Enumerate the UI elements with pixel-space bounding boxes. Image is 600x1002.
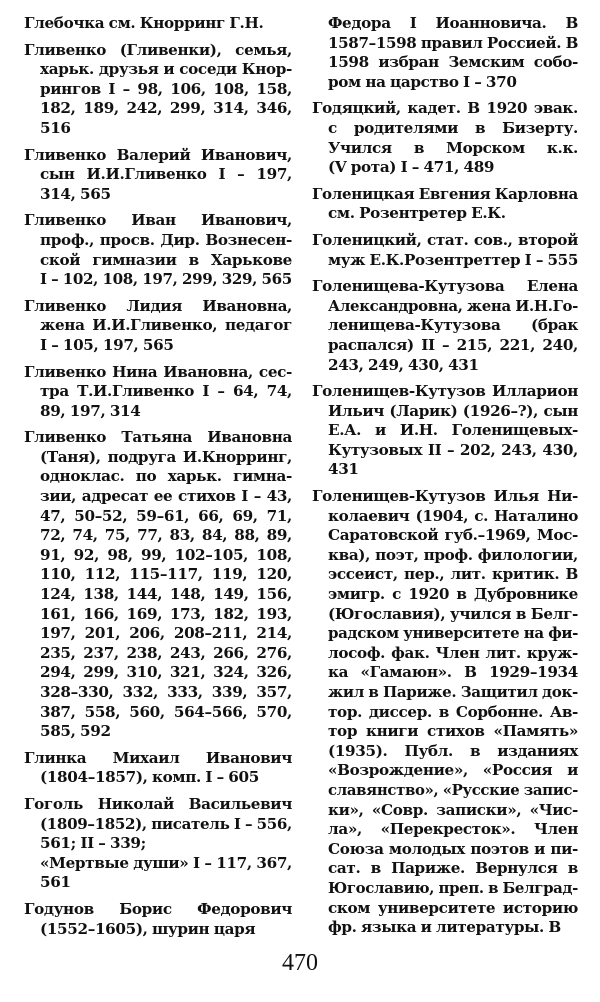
entry-text-line: ла», «Перекресток». Член [328,820,578,839]
entry-headword-line: Гливенко Иван Иванович, [24,211,292,230]
entry-text-line: (1804–1857), комп. I – 605 [40,768,259,787]
entry-headword-line: Глинка Михаил Иванович [24,748,292,767]
index-entry [312,277,578,375]
entry-text-line: фр. языка и литературы. В [328,918,561,937]
entry-text-line: 294, 299, 310, 321, 324, 326, [40,663,292,682]
entry-text-line: 89, 197, 314 [40,401,141,420]
entry-text-line: зии, адресат ее стихов I – 43, [40,487,292,506]
entry-headword-line: Гоголь Николай Васильевич [24,794,292,813]
entry-text-line: сын И.И.Гливенко I – 197, [40,165,292,184]
entry-text-line: Ильич (Ларик) (1926–?), сын [328,401,578,420]
entry-text-line: с родителями в Бизерту. [328,118,578,137]
entry-text-line: эссеист, пер., лит. критик. В [328,565,578,584]
entry-text-line: Александровна, жена И.Н.Го- [328,296,579,315]
index-entry [24,795,292,893]
entry-text-line: ква), поэт, проф. филологии, [328,545,578,564]
index-column-right [312,14,578,945]
entry-headword-line: Голеницкий, стат. сов., второй [312,230,578,249]
index-entry [24,41,292,139]
entry-headword-line: Гливенко Валерий Иванович, [24,145,292,164]
entry-text-line: 561; II – 339; [40,834,146,853]
entry-text-line: Саратовской губ.–1969, Мос- [328,526,578,545]
entry-headword-line: Гливенко Татьяна Ивановна [24,428,292,447]
entry-text-line: Федора I Иоанновича. В [328,14,578,32]
entry-text-line: 314, 565 [40,184,111,203]
index-entry [24,363,292,422]
index-entry [24,146,292,205]
entry-text-line: проф., просв. Дир. Вознесен- [40,230,292,249]
entry-text-line: (1552–1605), шурин царя [40,919,256,938]
index-entry [24,14,292,34]
entry-text-line: тор. диссер. в Сорбонне. Ав- [328,702,578,721]
entry-text-line: ском университете историю [328,898,578,917]
entry-text-line: «Мертвые души» I – 117, 367, [40,853,292,872]
entry-text-line: славянство», «Русские запис- [328,780,578,799]
entry-headword-line: Глебочка см. Кнорринг Г.Н. [24,14,264,32]
entry-text-line: 161, 166, 169, 173, 182, 193, [40,604,292,623]
entry-text-line: 124, 138, 144, 148, 149, 156, [40,585,292,604]
entry-headword-line: Гливенко Нина Ивановна, сес- [24,362,292,381]
entry-text-line: 197, 201, 206, 208–211, 214, [40,624,292,643]
entry-headword-line: Гливенко (Гливенки), семья, [24,40,292,59]
entry-text-line: Кутузовых II – 202, 243, 430, [328,440,578,459]
entry-text-line: тор книги стихов «Память» [328,722,578,741]
page-number: 470 [282,950,318,976]
entry-text-line: распался) II – 215, 221, 240, [328,335,578,354]
entry-text-line: 431 [328,460,359,479]
entry-text-line: (1809–1852), писатель I – 556, [40,814,292,833]
entry-text-line: радском университете на фи- [328,624,579,643]
entry-text-line: 585, 592 [40,722,111,741]
entry-text-line: ром на царство I – 370 [328,72,517,91]
entry-headword-line: Годунов Борис Федорович [24,899,292,918]
entry-text-line: Союза молодых поэтов и пи- [328,839,578,858]
entry-text-line: I – 105, 197, 565 [40,335,174,354]
entry-text-line: 243, 249, 430, 431 [328,355,479,374]
entry-text-line: Е.А. и И.Н. Голенищевых- [328,421,578,440]
index-column-left [24,14,292,946]
entry-headword-line: Голенищева-Кутузова Елена [312,277,578,296]
entry-headword-line: Голенищев-Кутузов Илларион [312,382,578,401]
entry-text-line: (Югославия), учился в Белг- [328,604,578,623]
index-entry [24,428,292,742]
index-entry [24,297,292,356]
entry-headword-line: Голенищев-Кутузов Илья Ни- [312,487,578,506]
entry-text-line: одноклас. по харьк. гимна- [40,467,292,486]
entry-text-line: лософ. фак. Член лит. круж- [328,643,578,662]
entry-text-line: 1598 избран Земским собо- [328,53,578,72]
index-entry [312,231,578,270]
index-entry [312,185,578,224]
entry-text-line: эмигр. с 1920 в Дубровнике [328,585,578,604]
entry-text-line: жена И.И.Гливенко, педагог [40,316,292,335]
entry-text-line: «Возрождение», «Россия и [328,761,578,780]
entry-text-line: рингов I – 98, 106, 108, 158, [40,79,292,98]
entry-text-line: (1935). Публ. в изданиях [328,741,578,760]
entry-text-line: см. Розентретер Е.К. [328,204,506,223]
entry-text-line: ленищева-Кутузова (брак [328,316,578,335]
index-entry [24,749,292,788]
entry-text-line: 516 [40,118,71,137]
entry-text-line: (Таня), подруга И.Кнорринг, [40,447,292,466]
index-entry [312,99,578,177]
index-entry-continuation [312,14,578,92]
entry-text-line: ской гимназии в Харькове [40,250,292,269]
entry-text-line: 110, 112, 115–117, 119, 120, [40,565,292,584]
index-entry [24,900,292,939]
index-entry [24,211,292,289]
entry-text-line: муж Е.К.Розентреттер I – 555 [328,250,579,269]
entry-headword-line: Гливенко Лидия Ивановна, [24,296,292,315]
entry-text-line: 182, 189, 242, 299, 314, 346, [40,99,292,118]
entry-text-line: 387, 558, 560, 564–566, 570, [40,702,292,721]
entry-text-line: тра Т.И.Гливенко I – 64, 74, [40,382,292,401]
entry-text-line: ки», «Совр. записки», «Чис- [328,800,578,819]
entry-text-line: I – 102, 108, 197, 299, 329, 565 [40,270,292,289]
entry-text-line: 328–330, 332, 333, 339, 357, [40,683,292,701]
entry-text-line: харьк. друзья и соседи Кнор- [40,60,292,79]
entry-headword-line: Голеницкая Евгения Карловна [312,184,578,203]
entry-text-line: 47, 50–52, 59–61, 66, 69, 71, [40,506,292,525]
entry-text-line: Учился в Морском к.к. [328,138,578,157]
entry-text-line: 72, 74, 75, 77, 83, 84, 88, 89, [40,526,292,545]
entry-text-line: колаевич (1904, с. Наталино [328,506,578,525]
entry-text-line: ка «Гамаюн». В 1929–1934 [328,663,578,682]
entry-text-line: Югославию, преп. в Белград- [328,878,578,897]
entry-text-line: 91, 92, 98, 99, 102–105, 108, [40,545,292,564]
entry-text-line: (V рота) I – 471, 489 [328,158,495,177]
entry-text-line: жил в Париже. Защитил док- [328,683,578,701]
index-entry [312,487,578,938]
entry-headword-line: Годяцкий, кадет. В 1920 эвак. [312,99,578,118]
entry-text-line: 1587–1598 правил Россией. В [328,33,579,52]
index-entry [312,382,578,480]
entry-text-line: сат. в Париже. Вернулся в [328,859,578,878]
entry-text-line: 561 [40,873,71,892]
entry-text-line: 235, 237, 238, 243, 266, 276, [40,643,292,662]
